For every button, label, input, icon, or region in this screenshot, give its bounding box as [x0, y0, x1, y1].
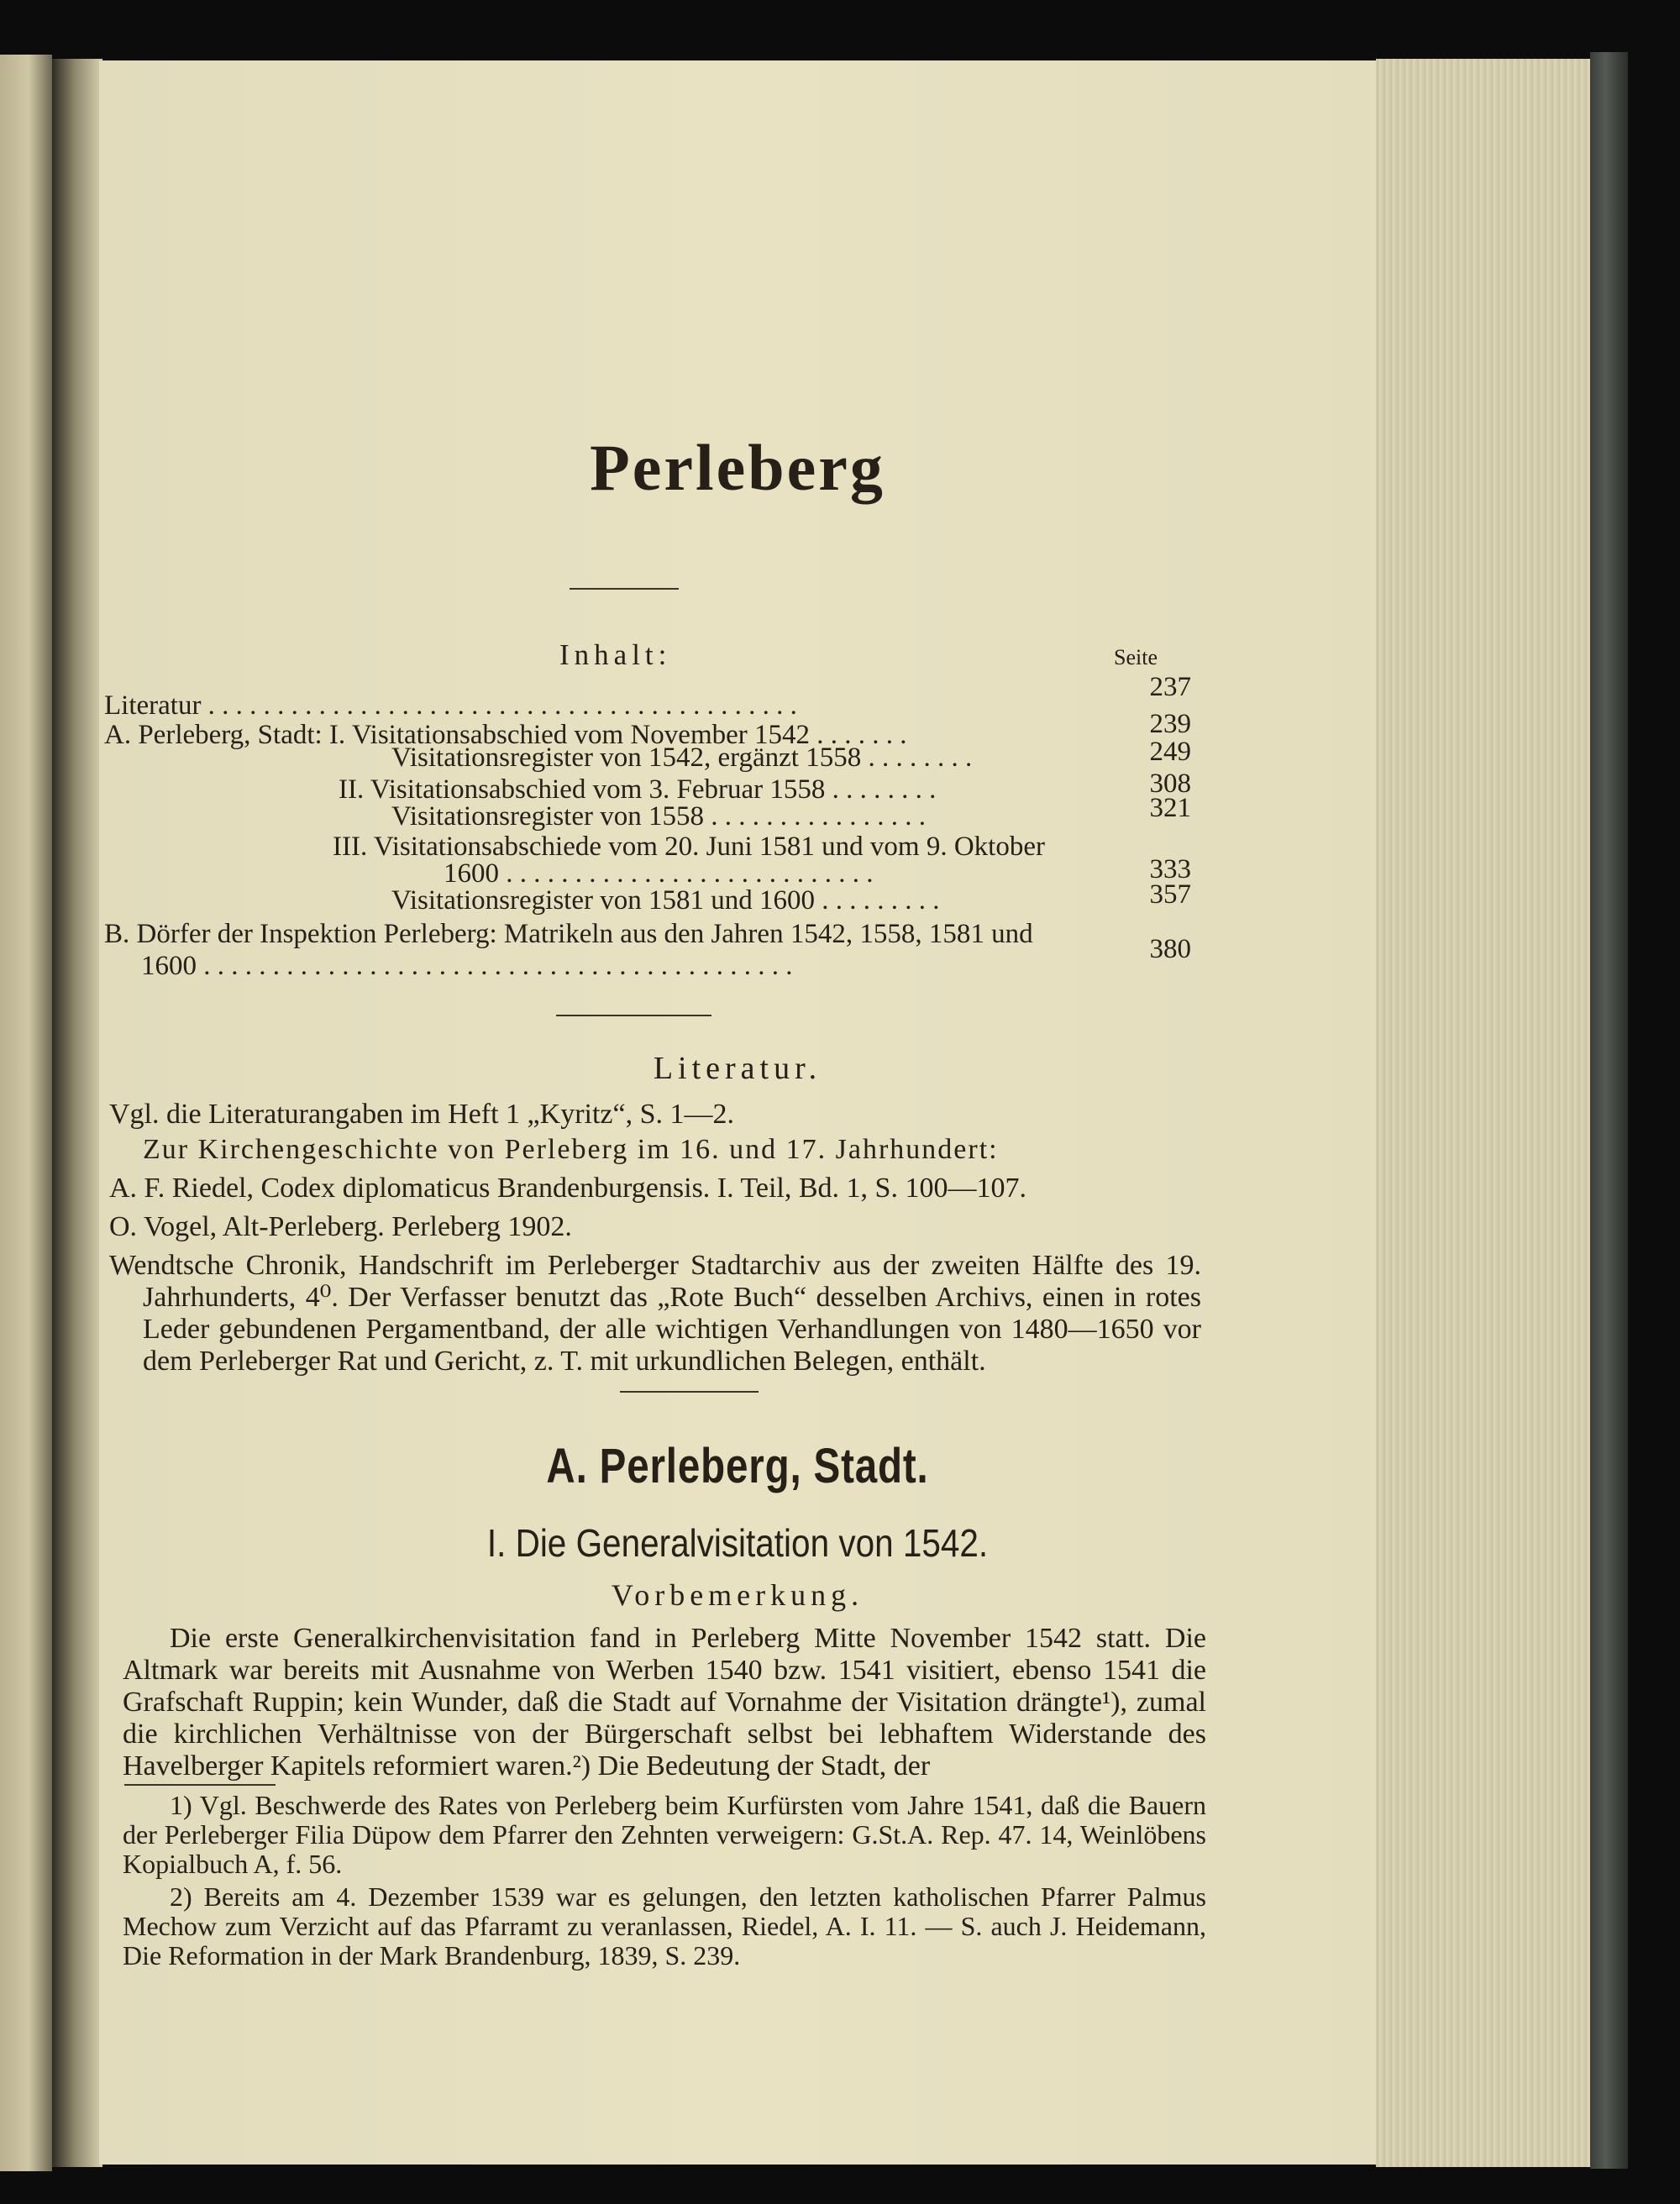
footnote: 2) Bereits am 4. Dezember 1539 war es gelungen, den letzten katholischen Pfarrer Palmus Mechow zum Verzicht auf das Pfarramt zu veranlassen, Riedel, A. I. 11. — S. auch J. Heidemann, Die Reformation in der Mark Brandenburg, 1839, S. 239.: [123, 1881, 1206, 1970]
literatur-ref: Wendtsche Chronik, Handschrift im Perleberger Stadtarchiv aus der zweiten Hälfte des 19. Jahrhunderts, 4⁰. Der Verfasser benutzt das „Rote Buch“ desselben Archivs, einen in rotes Leder gebundenen Pergamentband, der alle wichtigen Verhandlungen von 1480—1650 vor dem Perleberger Rat und Gericht, z. T. mit urkundlichen Belegen, enthält.: [109, 1250, 1201, 1377]
footnote-divider: [124, 1784, 276, 1786]
toc-line: Visitationsregister von 1542, ergänzt 1558 . . . . . . . .: [391, 743, 973, 773]
left-page-edge: [0, 55, 52, 2171]
literatur-subheading: Zur Kirchengeschichte von Perleberg im 16. und 17. Jahrhundert:: [143, 1134, 999, 1165]
footnote: 1) Vgl. Beschwerde des Rates von Perleberg beim Kurfürsten vom Jahre 1541, daß die Bauern der Perleberger Filia Düpow dem Pfarrer den Zehnten verweigern: G.St.A. Rep. 47. 14, Weinlöbens Kopialbuch A, f. 56.: [123, 1790, 1206, 1879]
toc-heading: Inhalt:: [559, 638, 672, 671]
table-of-contents: [99, 60, 1376, 1026]
toc-seite-label: Seite: [1114, 645, 1158, 669]
book-page: [99, 60, 1376, 2165]
toc-line: Visitationsregister von 1581 und 1600 . . . . . . . . .: [391, 885, 940, 916]
literatur-list: [109, 1099, 1201, 1378]
toc-line: Literatur . . . . . . . . . . . . . . . . . . . . . . . . . . . . . . . . . . . . . . . . . . .: [104, 690, 797, 721]
literatur-ref: A. F. Riedel, Codex diplomaticus Brandenburgensis. I. Teil, Bd. 1, S. 100—107.: [109, 1173, 1026, 1204]
toc-page-number: 237: [1149, 672, 1191, 702]
toc-page-number: 239: [1149, 709, 1191, 739]
toc-page-number: 380: [1149, 934, 1191, 964]
toc-page-number: 308: [1149, 769, 1191, 799]
literatur-divider: [620, 1391, 759, 1393]
book-cover-edge: [1590, 52, 1628, 2169]
literatur-ref: Vgl. die Literaturangaben im Heft 1 „Kyritz“, S. 1—2.: [109, 1099, 734, 1130]
toc-page-number: 333: [1149, 854, 1191, 884]
toc-page-number: 357: [1149, 879, 1191, 910]
toc-line: III. Visitationsabschiede vom 20. Juni 1581 und vom 9. Oktober: [333, 832, 1045, 862]
section-subheading: I. Die Generalvisitation von 1542.: [486, 1521, 989, 1565]
page-title: Perleberg: [590, 431, 885, 504]
toc-line: B. Dörfer der Inspektion Perleberg: Matrikeln aus den Jahren 1542, 1558, 1581 und: [104, 919, 1033, 949]
toc-line: 1600 . . . . . . . . . . . . . . . . . . . . . . . . . . . . . . . . . . . . . . . . . . .: [141, 951, 793, 981]
toc-line: 1600 . . . . . . . . . . . . . . . . . . . . . . . . . . .: [444, 858, 874, 889]
toc-divider: [556, 1015, 711, 1016]
vorbemerkung-heading: Vorbemerkung.: [611, 1578, 864, 1612]
page-stack-edge: [1376, 59, 1590, 2167]
footnotes: [123, 1791, 1206, 1970]
toc-page-number: 321: [1149, 793, 1191, 823]
toc-page-number: 249: [1149, 737, 1191, 767]
literatur-ref: O. Vogel, Alt-Perleberg. Perleberg 1902.: [109, 1211, 572, 1242]
toc-line: A. Perleberg, Stadt: I. Visitationsabschied vom November 1542 . . . . . . .: [104, 720, 907, 750]
literatur-heading: Literatur.: [653, 1051, 822, 1086]
toc-line: Visitationsregister von 1558 . . . . . . . . . . . . . . . .: [391, 801, 926, 832]
toc-line: II. Visitationsabschied vom 3. Februar 1558 . . . . . . . .: [339, 774, 937, 805]
book-gutter: [52, 59, 102, 2167]
section-heading: A. Perleberg, Stadt.: [546, 1439, 929, 1493]
section-body-text: Die erste Generalkirchenvisitation fand in Perleberg Mitte November 1542 statt. Die Altmark war bereits mit Ausnahme von Werben 1540 bzw. 1541 visitiert, ebenso 1541 die Grafschaft Ruppin; kein Wunder, daß die Stadt auf Vornahme der Visitation drängte¹), zumal die kirchlichen Verhältnisse von der Bürgerschaft selbst bei lebhaftem Widerstande des Havelberger Kapitels reformiert waren.²) Die Bedeutung der Stadt, der: [123, 1623, 1206, 1782]
